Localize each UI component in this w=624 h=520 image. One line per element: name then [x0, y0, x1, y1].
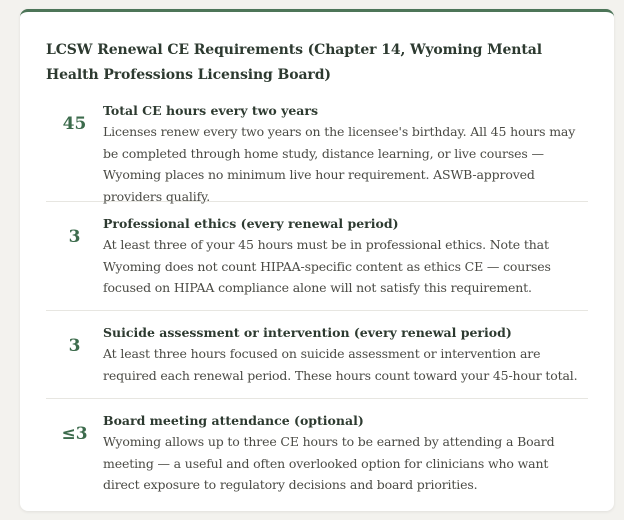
- requirement-value: 3: [68, 336, 81, 356]
- requirement-heading: Suicide assessment or intervention (every renewal period): [103, 325, 512, 340]
- requirement-row: [46, 202, 588, 311]
- requirement-description: Wyoming allows up to three CE hours to be earned by attending a Board meeting — a useful and often overlooked option for clinicians who want direct exposure to regulatory decisions and board priorities.: [103, 434, 555, 492]
- requirement-description: Licenses renew every two years on the licensee's birthday. All 45 hours may be completed through home study, distance learning, or live courses — Wyoming places no minimum live hour requirement. ASWB-approved providers qualify.: [103, 124, 576, 204]
- requirement-row: [46, 311, 588, 399]
- requirement-body: [103, 323, 588, 386]
- requirement-description: At least three hours focused on suicide assessment or intervention are required each renewal period. These hours count toward your 45-hour total.: [103, 346, 578, 383]
- requirement-value: ≤3: [61, 424, 88, 444]
- requirement-body: [103, 411, 588, 496]
- requirement-row: [46, 101, 588, 202]
- requirement-description: At least three of your 45 hours must be in professional ethics. Note that Wyoming does not count HIPAA-specific content as ethics CE — courses focused on HIPAA compliance alone will not satisfy this requirement.: [103, 237, 551, 295]
- requirement-heading: Board meeting attendance (optional): [103, 413, 364, 428]
- card-title: LCSW Renewal CE Requirements (Chapter 14, Wyoming Mental Health Professions Licensing Board): [46, 42, 542, 83]
- requirement-value: 45: [62, 114, 87, 134]
- requirement-heading: Professional ethics (every renewal period): [103, 216, 399, 231]
- requirements-card: [20, 9, 614, 511]
- requirement-body: [103, 101, 588, 207]
- requirement-value: 3: [68, 227, 81, 247]
- requirement-body: [103, 214, 588, 299]
- requirement-heading: Total CE hours every two years: [103, 103, 319, 118]
- requirement-row: [46, 399, 588, 496]
